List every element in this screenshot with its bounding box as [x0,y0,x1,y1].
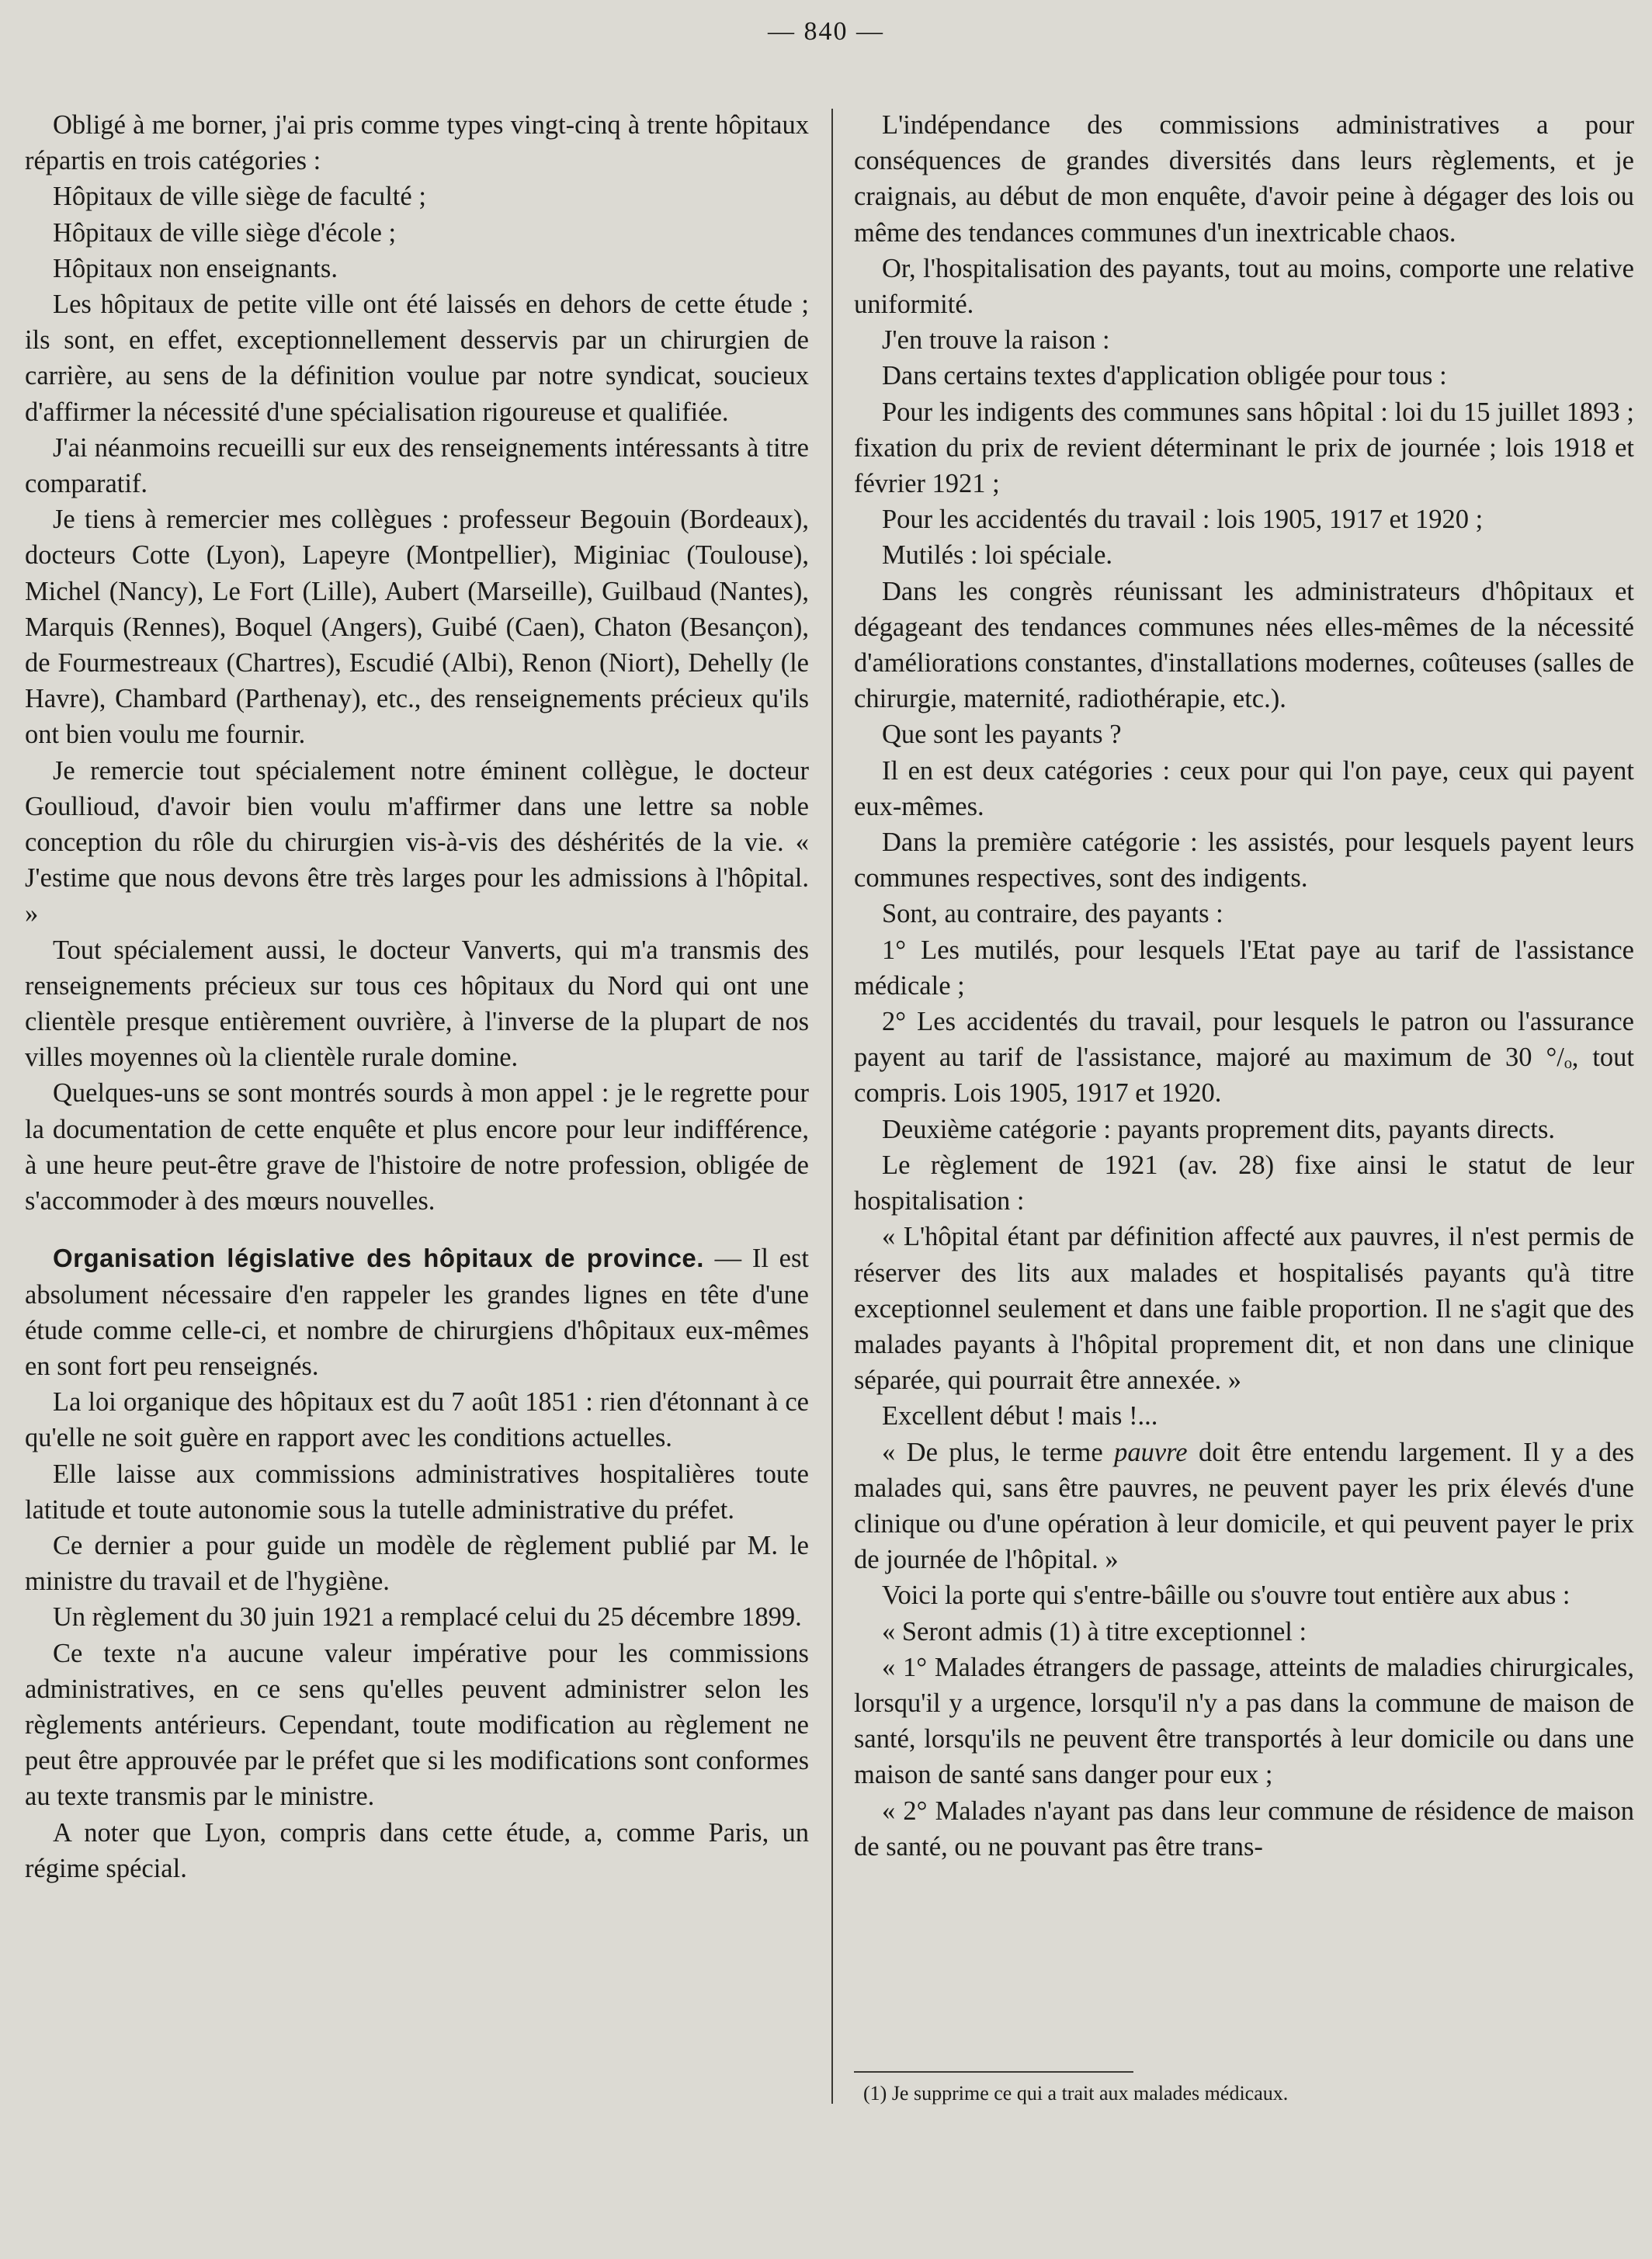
section-heading: Organisation législative des hôpitaux de province. [53,1244,704,1273]
paragraph: 1° Les mutilés, pour lesquels l'Etat paye au tarif de l'assistance médicale ; [854,935,1634,1001]
category-item: Hôpitaux de ville siège de faculté ; [53,182,426,212]
paragraph: Deuxième catégorie : payants proprement dits, payants directs. [882,1114,1555,1144]
paragraph: Il en est deux catégories : ceux pour qui l'on paye, ceux qui payent eux-mêmes. [854,755,1634,821]
paragraph: Elle laisse aux commissions administratives hospitalières toute latitude et toute autonomie sous la tutelle administrative du préfet. [25,1459,809,1525]
paragraph: J'en trouve la raison : [882,325,1110,356]
right-column [854,107,1634,1865]
paragraph: Quelques-uns se sont montrés sourds à mon appel : je le regrette pour la documentation de cette enquête et plus encore pour leur indifférence, à une heure peut-être grave de l'histoire de notre profession, obligée de s'accommoder à des mœurs nouvelles. [25,1078,809,1216]
paragraph: Dans certains textes d'application obligée pour tous : [882,361,1447,391]
paragraph: A noter que Lyon, compris dans cette étude, a, comme Paris, un régime spécial. [25,1817,809,1883]
paragraph: Excellent début ! mais !... [882,1401,1158,1431]
paragraph: Obligé à me borner, j'ai pris comme types vingt-cinq à trente hôpitaux répartis en trois catégories : [25,110,809,176]
paragraph: Ce dernier a pour guide un modèle de règlement publié par M. le ministre du travail et de l'hygiène. [25,1530,809,1597]
paragraph: La loi organique des hôpitaux est du 7 août 1851 : rien d'étonnant à ce qu'elle ne soit guère en rapport avec les conditions actuelles. [25,1387,809,1453]
paragraph: 2° Les accidentés du travail, pour lesquels le patron ou l'assurance payent au tarif de l'assistance, majoré au maximum de 30 °/ₒ, tout compris. Lois 1905, 1917 et 1920. [854,1007,1634,1109]
footnote-rule [854,2071,1133,2073]
paragraph: Que sont les payants ? [882,720,1122,750]
quoted-paragraph: « 2° Malades n'ayant pas dans leur commune de résidence de maison de santé, ou ne pouvant pas être trans- [854,1796,1634,1862]
paragraph: Dans la première catégorie : les assistés, pour lesquels payent leurs communes respectives, sont des indigents. [854,828,1634,894]
quote-text: doit être entendu largement. Il y a des malades qui, sans être pauvres, ne peuvent payer les prix élevés d'une clinique ou d'une opération à leur domicile, et qui peuvent payer le prix de journée de l'hôpital. » [854,1437,1634,1575]
quoted-paragraph: « L'hôpital étant par définition affecté aux pauvres, il n'est permis de réserver des lits aux malades et hospitalisés payants qu'à titre exceptionnel seulement et dans une faible proportion. Il ne s'agit que des malades payants à l'hôpital proprement dit, et non dans une clinique séparée, qui pourrait être annexée. » [854,1222,1634,1396]
footnote: (1) Je supprime ce qui a trait aux malades médicaux. [863,2082,1289,2105]
paragraph: Mutilés : loi spéciale. [882,540,1113,571]
paragraph: Pour les indigents des communes sans hôpital : loi du 15 juillet 1893 ; fixation du prix de revient déterminant le prix de journée ; lois 1918 et février 1921 ; [854,397,1634,499]
paragraph: Voici la porte qui s'entre-bâille ou s'ouvre tout entière aux abus : [882,1581,1570,1611]
category-item: Hôpitaux non enseignants. [53,253,338,283]
paragraph: Le règlement de 1921 (av. 28) fixe ainsi le statut de leur hospitalisation : [854,1150,1634,1216]
column-divider [831,109,833,2104]
paragraph: Pour les accidentés du travail : lois 1905, 1917 et 1920 ; [882,505,1484,535]
paragraph: L'indépendance des commissions administratives a pour conséquences de grandes diversités dans leurs règlements, et je craignais, au début de mon enquête, d'avoir peine à dégager des lois ou même des tendances communes d'un inextricable chaos. [854,110,1634,248]
paragraph: Un règlement du 30 juin 1921 a remplacé celui du 25 décembre 1899. [53,1602,802,1633]
paragraph: Sont, au contraire, des payants : [882,899,1223,929]
paragraph: Dans les congrès réunissant les administrateurs d'hôpitaux et dégageant des tendances communes nées elles-mêmes de la nécessité d'améliorations constantes, d'installations modernes, coûteuses (salles de chirurgie, maternité, radiothérapie, etc.). [854,576,1634,714]
category-item: Hôpitaux de ville siège d'école ; [53,217,397,248]
paragraph: Je tiens à remercier mes collègues : professeur Begouin (Bordeaux), docteurs Cotte (Lyon), Lapeyre (Montpellier), Miginiac (Toulouse), Michel (Nancy), Le Fort (Lille), Aubert (Marseille), Guilbaud (Nantes), Marquis (Rennes), Boquel (Angers), Guibé (Caen), Chaton (Besançon), de Fourmestreaux (Chartres), Escudié (Albi), Renon (Niort), Dehelly (le Havre), Chambard (Parthenay), etc., des renseignements précieux qu'ils ont bien voulu me fournir. [25,505,809,750]
quoted-paragraph: « 1° Malades étrangers de passage, atteints de maladies chirurgicales, lorsqu'il y a urgence, lorsqu'il n'y a pas dans la commune de maison de santé, lorsqu'ils ne peuvent être transportés à leur domicile ou dans une maison de santé sans danger pour eux ; [854,1652,1634,1790]
quoted-paragraph: « Seront admis (1) à titre exceptionnel : [882,1616,1307,1647]
paragraph: Or, l'hospitalisation des payants, tout au moins, comporte une relative uniformité. [854,253,1634,320]
paragraph: Je remercie tout spécialement notre éminent collègue, le docteur Goullioud, d'avoir bien voulu m'affirmer dans une lettre sa noble conception du rôle du chirurgien vis-à-vis des déshérités de la vie. « J'estime que nous devons être très larges pour les admissions à l'hôpital. » [25,755,809,929]
quote-text: « De plus, le terme [882,1437,1115,1467]
paragraph: J'ai néanmoins recueilli sur eux des renseignements intéressants à titre comparatif. [25,432,809,499]
emphasized-word: pauvre [1114,1437,1188,1467]
paragraph: Les hôpitaux de petite ville ont été laissés en dehors de cette étude ; ils sont, en effet, exceptionnellement desservis par un chirurgien de carrière, au sens de la définition voulue par notre syndicat, soucieux d'affirmer la nécessité d'une spécialisation rigoureuse et qualifiée. [25,290,809,427]
left-column [25,107,809,1886]
paragraph: Ce texte n'a aucune valeur impérative pour les commissions administratives, en ce sens qu'elles peuvent administrer selon les règlements antérieurs. Cependant, toute modification au règlement ne peut être approuvée par le préfet que si les modifications sont conformes au texte transmis par le ministre. [25,1638,809,1812]
page-number: — 840 — [768,17,884,46]
paragraph: Tout spécialement aussi, le docteur Vanverts, qui m'a transmis des renseignements précieux sur tous ces hôpitaux du Nord qui ont une clientèle presque entièrement ouvrière, à l'inverse de la plupart de nos villes moyennes où la clientèle rurale domine. [25,935,809,1073]
section-heading-continuation: — Il est absolument nécessaire d'en rappeler les grandes lignes en tête d'une étude comme celle-ci, et nombre de chirurgiens d'hôpitaux eux-mêmes en sont fort peu renseignés. [25,1244,809,1381]
quoted-paragraph [854,1435,1634,1578]
section-paragraph [25,1241,809,1384]
